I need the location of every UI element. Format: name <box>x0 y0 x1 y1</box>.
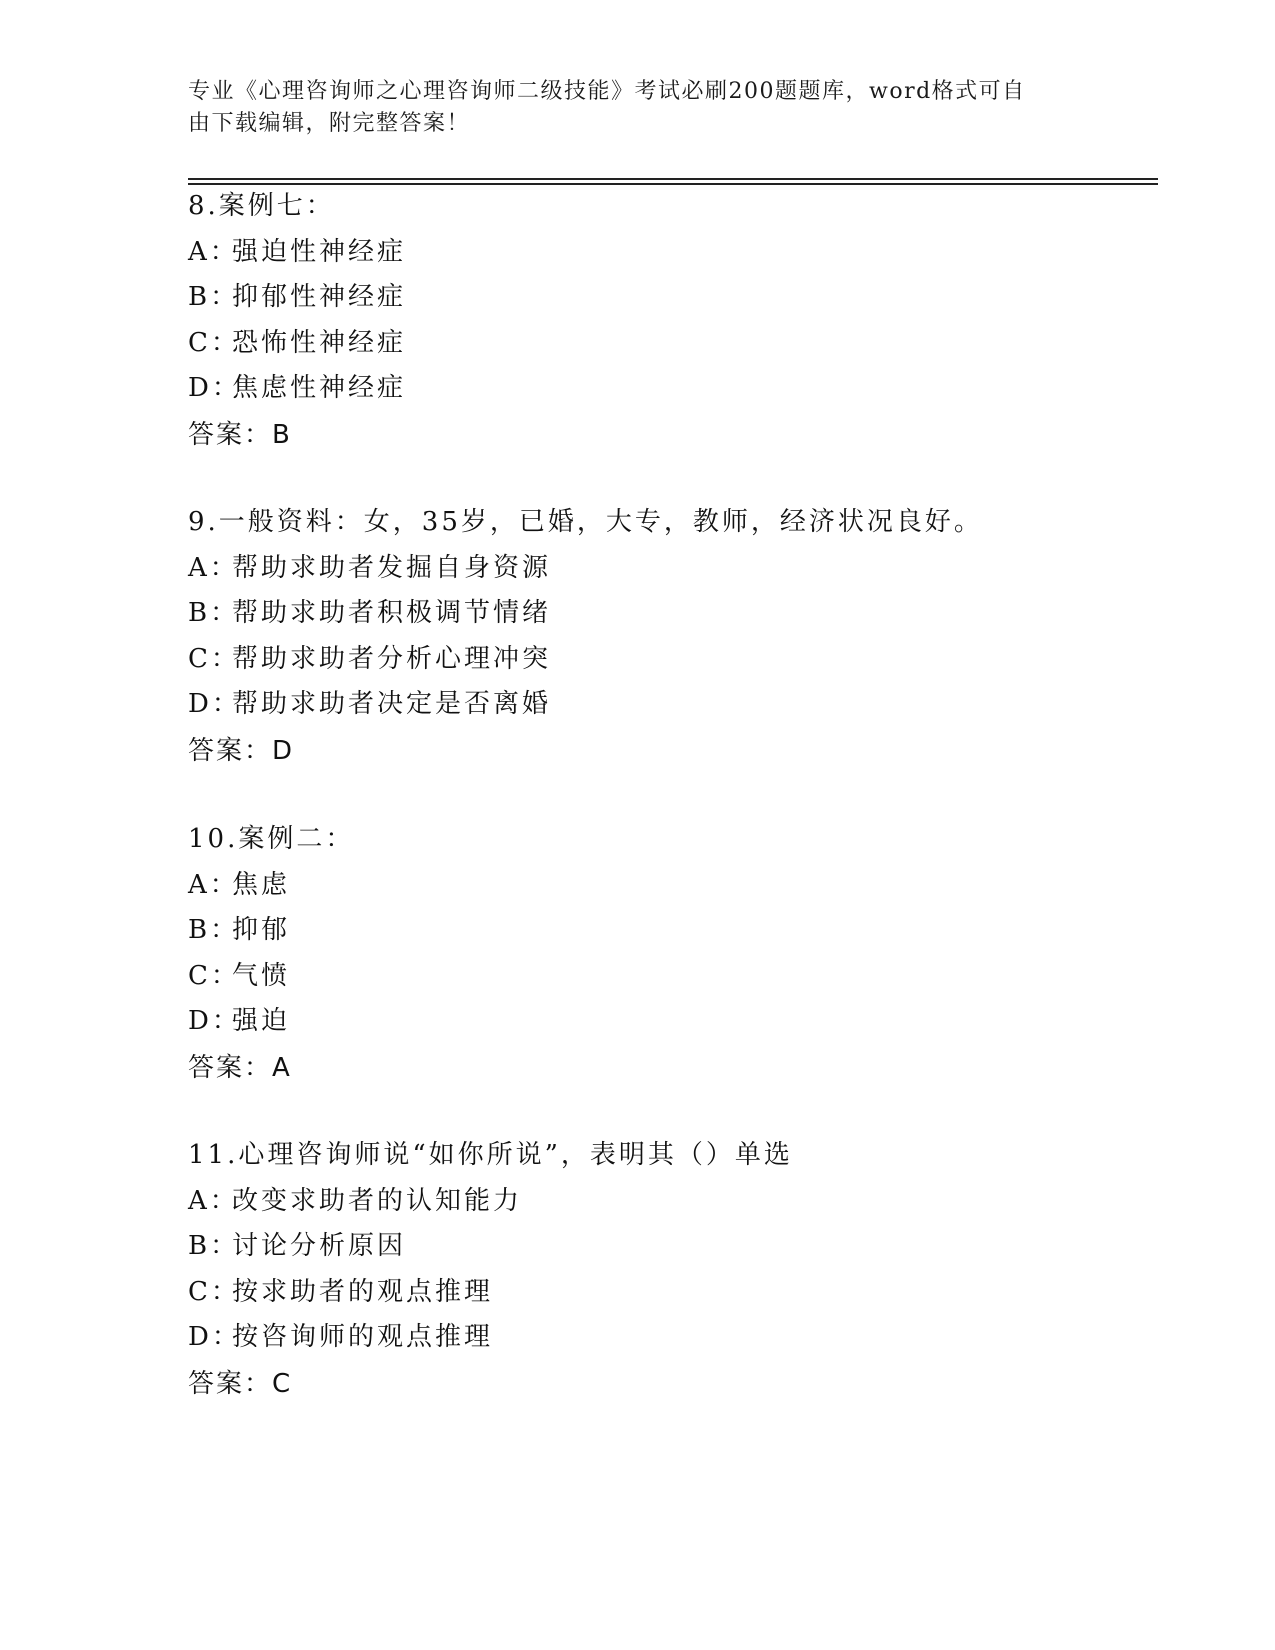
option-key: C： <box>188 1276 240 1307</box>
option-a <box>188 863 1168 909</box>
answer-line: 答案：C <box>188 1368 293 1399</box>
option-text: 帮助求助者决定是否离婚 <box>232 689 552 719</box>
option-d <box>188 366 1168 412</box>
option-key: C： <box>188 643 240 674</box>
question-block <box>188 184 1168 458</box>
option-key: D： <box>188 689 241 719</box>
option-text: 焦虑性神经症 <box>232 373 407 403</box>
option-key: A： <box>188 869 239 900</box>
option-text: 讨论分析原因 <box>232 1231 407 1261</box>
option-text: 焦虑 <box>232 869 291 900</box>
option-d <box>188 999 1168 1045</box>
option-key: D： <box>188 373 241 403</box>
option-key: B： <box>188 282 240 312</box>
option-text: 改变求助者的认知能力 <box>232 1185 523 1216</box>
option-text: 强迫性神经症 <box>232 236 407 267</box>
option-text: 帮助求助者分析心理冲突 <box>232 643 552 674</box>
option-c <box>188 637 1168 683</box>
option-text: 恐怖性神经症 <box>232 327 407 358</box>
option-key: B： <box>188 915 240 945</box>
option-text: 抑郁性神经症 <box>232 282 407 312</box>
option-d <box>188 682 1168 728</box>
option-c <box>188 1270 1168 1316</box>
option-text: 强迫 <box>232 1006 291 1036</box>
option-key: A： <box>188 552 239 583</box>
answer-line: 答案：B <box>188 419 292 450</box>
option-b <box>188 1224 1168 1270</box>
option-a <box>188 546 1168 592</box>
option-b <box>188 908 1168 954</box>
question-stem: 9.一般资料：女，35岁，已婚，大专，教师，经济状况良好。 <box>188 507 983 537</box>
option-text: 帮助求助者积极调节情绪 <box>232 598 552 628</box>
question-stem: 10.案例二： <box>188 824 355 854</box>
answer-line: 答案：D <box>188 735 295 766</box>
option-b <box>188 275 1168 321</box>
answer-line: 答案：A <box>188 1052 292 1083</box>
option-key: A： <box>188 1185 239 1216</box>
option-text: 抑郁 <box>232 915 291 945</box>
option-key: B： <box>188 598 240 628</box>
option-d <box>188 1315 1168 1361</box>
option-key: C： <box>188 327 240 358</box>
option-key: C： <box>188 960 240 991</box>
question-stem: 11.心理咨询师说“如你所说”，表明其（）单选 <box>188 1140 793 1170</box>
option-text: 按求助者的观点推理 <box>232 1276 494 1307</box>
header-divider-top <box>188 178 1158 180</box>
question-block <box>188 500 1168 774</box>
option-c <box>188 954 1168 1000</box>
question-block <box>188 817 1168 1091</box>
document-header <box>188 76 1068 140</box>
option-a <box>188 1179 1168 1225</box>
option-text: 气愤 <box>232 960 291 991</box>
option-key: B： <box>188 1231 240 1261</box>
header-line-2: 由下载编辑，附完整答案！ <box>188 111 471 136</box>
option-key: A： <box>188 236 239 267</box>
option-a <box>188 230 1168 276</box>
option-key: D： <box>188 1322 241 1352</box>
option-b <box>188 591 1168 637</box>
header-line-1: 专业《心理咨询师之心理咨询师二级技能》考试必刷200题题库，word格式可自 <box>188 79 1026 104</box>
option-text: 按咨询师的观点推理 <box>232 1322 494 1352</box>
question-block <box>188 1133 1168 1407</box>
option-c <box>188 321 1168 367</box>
question-stem: 8.案例七： <box>188 191 335 221</box>
option-key: D： <box>188 1006 241 1036</box>
option-text: 帮助求助者发掘自身资源 <box>232 552 552 583</box>
